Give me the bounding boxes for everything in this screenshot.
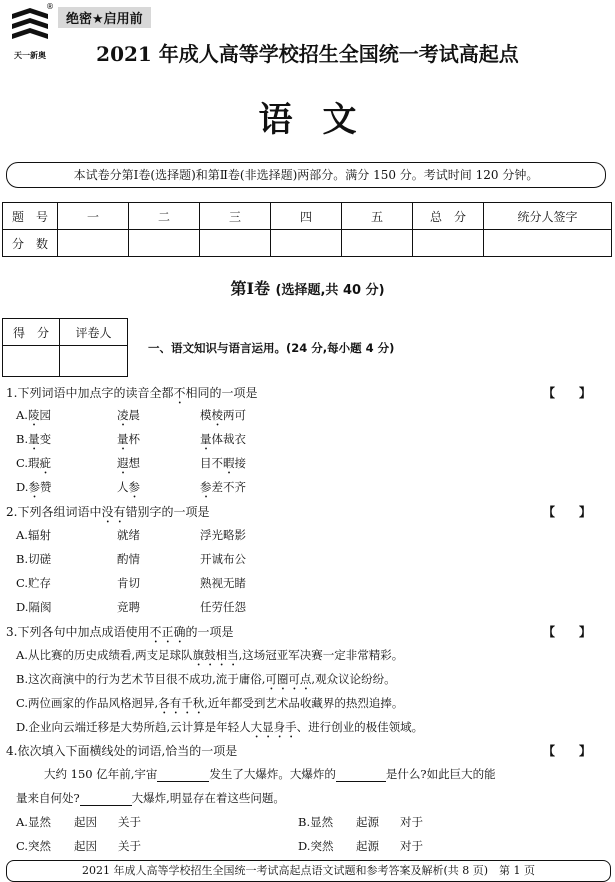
header-cell: 总 分: [413, 203, 484, 230]
q2-option-d-word2: 竞聘: [117, 600, 140, 614]
q1-option-a-word2: 凌晨: [117, 408, 140, 422]
part1-subtitle: (选择题,共 40 分): [275, 283, 385, 298]
q2-option-a[interactable]: A.辐射: [16, 528, 51, 542]
q4-option-b-word2: 起源: [356, 815, 379, 829]
grader-cell[interactable]: [60, 346, 128, 377]
header-cell: 二: [129, 203, 200, 230]
q2-option-b-word3: 开诚布公: [200, 552, 246, 566]
header-cell: 一: [58, 203, 129, 230]
q4-option-a-word3: 关于: [118, 815, 141, 829]
q2-option-a-word2: 就绪: [117, 528, 140, 542]
q1-option-a[interactable]: A.陵园: [16, 408, 51, 422]
score-cell[interactable]: [484, 230, 612, 257]
question-3-stem: 3.下列各句中加点成语使用不正确的一项是: [6, 625, 234, 639]
q1-option-b[interactable]: B.量变: [16, 432, 52, 446]
score-table-header-row: [3, 203, 612, 230]
header-cell: 统分人签字: [484, 203, 612, 230]
secret-badge: 绝密★启用前: [58, 7, 151, 28]
q1-option-c[interactable]: C.瑕疵: [16, 456, 52, 470]
answer-bracket[interactable]: 【 】: [543, 386, 592, 400]
section1-title: 一、语文知识与语言运用。(24 分,每小题 4 分): [148, 341, 395, 355]
registered-mark: ®: [46, 2, 54, 11]
q2-option-c-word2: 肯切: [117, 576, 140, 590]
part1-heading: [0, 276, 615, 299]
q1-option-a-word3: 模棱两可: [200, 408, 246, 422]
q1-option-c-word3: 目不暇接: [200, 456, 246, 470]
q2-option-d-word3: 任劳任怨: [200, 600, 246, 614]
score-table: [2, 202, 612, 257]
score-cell[interactable]: [413, 230, 484, 257]
question-2-stem: 2.下列各组词语中没有错别字的一项是: [6, 505, 210, 519]
q4-option-b[interactable]: B.显然: [298, 815, 334, 829]
score-cell[interactable]: [3, 346, 60, 377]
exam-title: 2021 年成人高等学校招生全国统一考试高起点: [96, 42, 519, 66]
q2-option-c-word3: 熟视无睹: [200, 576, 246, 590]
subject-title: 语文: [258, 100, 387, 140]
logo-text: 天一新奥: [14, 51, 46, 60]
q2-option-b[interactable]: B.切磋: [16, 552, 52, 566]
q2-option-d[interactable]: D.隔阂: [16, 600, 52, 614]
q4-option-d[interactable]: D.突然: [298, 839, 334, 853]
q3-option-a[interactable]: A.从比赛的历史成绩看,两支足球队旗鼓相当,这场冠亚军决赛一定非常精彩。: [16, 648, 404, 662]
score-cell[interactable]: [200, 230, 271, 257]
blank-2[interactable]: [336, 767, 386, 782]
q4-option-c-word3: 关于: [118, 839, 141, 853]
q4-passage-line1: 大约 150 亿年前,宇宙 发生了大爆炸。大爆炸的 是什么?如此巨大的能: [44, 767, 496, 781]
q4-option-d-word2: 起源: [356, 839, 379, 853]
row-label: 分 数: [3, 230, 58, 257]
q1-option-d-word3: 参差不齐: [200, 480, 246, 494]
q4-option-d-word3: 对于: [400, 839, 423, 853]
grade-box: [2, 318, 128, 377]
exam-notice: 本试卷分第Ⅰ卷(选择题)和第Ⅱ卷(非选择题)两部分。满分 150 分。考试时间 120 分钟。: [6, 162, 606, 188]
answer-bracket[interactable]: 【 】: [543, 744, 592, 758]
q1-option-b-word3: 量体裁衣: [200, 432, 246, 446]
header-cell: 四: [271, 203, 342, 230]
score-cell[interactable]: [129, 230, 200, 257]
score-cell[interactable]: [58, 230, 129, 257]
header-cell: 三: [200, 203, 271, 230]
q4-option-c[interactable]: C.突然: [16, 839, 52, 853]
score-label: 得 分: [3, 319, 60, 346]
score-cell[interactable]: [342, 230, 413, 257]
answer-bracket[interactable]: 【 】: [543, 625, 592, 639]
q1-option-d[interactable]: D.参赞: [16, 480, 52, 494]
q1-option-d-word2: 人参: [117, 480, 140, 494]
q2-option-b-word2: 酌情: [117, 552, 140, 566]
q4-passage-line2: 量来自何处? 大爆炸,明显存在着这些问题。: [16, 791, 285, 805]
q3-option-d[interactable]: D.企业向云端迁移是大势所趋,云计算是年轻人大显身手、进行创业的极佳领域。: [16, 720, 424, 734]
score-table-score-row: [3, 230, 612, 257]
q3-option-b[interactable]: B.这次商演中的行为艺术节目很不成功,流于庸俗,可圈可点,观众议论纷纷。: [16, 672, 396, 686]
header-cell: 五: [342, 203, 413, 230]
q4-option-b-word3: 对于: [400, 815, 423, 829]
q1-option-b-word2: 量杯: [117, 432, 140, 446]
grader-label: 评卷人: [60, 319, 128, 346]
question-1-stem: 1.下列词语中加点字的读音全都不相同的一项是: [6, 386, 258, 400]
q3-option-c[interactable]: C.两位画家的作品风格迥异,各有千秋,近年都受到艺术品收藏界的热烈追捧。: [16, 696, 404, 710]
q4-option-a-word2: 起因: [74, 815, 97, 829]
q2-option-c[interactable]: C.贮存: [16, 576, 52, 590]
blank-1[interactable]: [157, 767, 209, 782]
q1-option-c-word2: 遐想: [117, 456, 140, 470]
q4-option-c-word2: 起因: [74, 839, 97, 853]
blank-3[interactable]: [80, 791, 132, 806]
q4-option-a[interactable]: A.显然: [16, 815, 51, 829]
score-cell[interactable]: [271, 230, 342, 257]
q2-option-a-word3: 浮光略影: [200, 528, 246, 542]
page-footer: 2021 年成人高等学校招生全国统一考试高起点语文试题和参考答案及解析(共 8 页) 第 1 页: [6, 860, 611, 882]
part1-title: 第Ⅰ卷: [230, 279, 270, 298]
question-4-stem: 4.依次填入下面横线处的词语,恰当的一项是: [6, 744, 238, 758]
answer-bracket[interactable]: 【 】: [543, 505, 592, 519]
header-cell: 题 号: [3, 203, 58, 230]
